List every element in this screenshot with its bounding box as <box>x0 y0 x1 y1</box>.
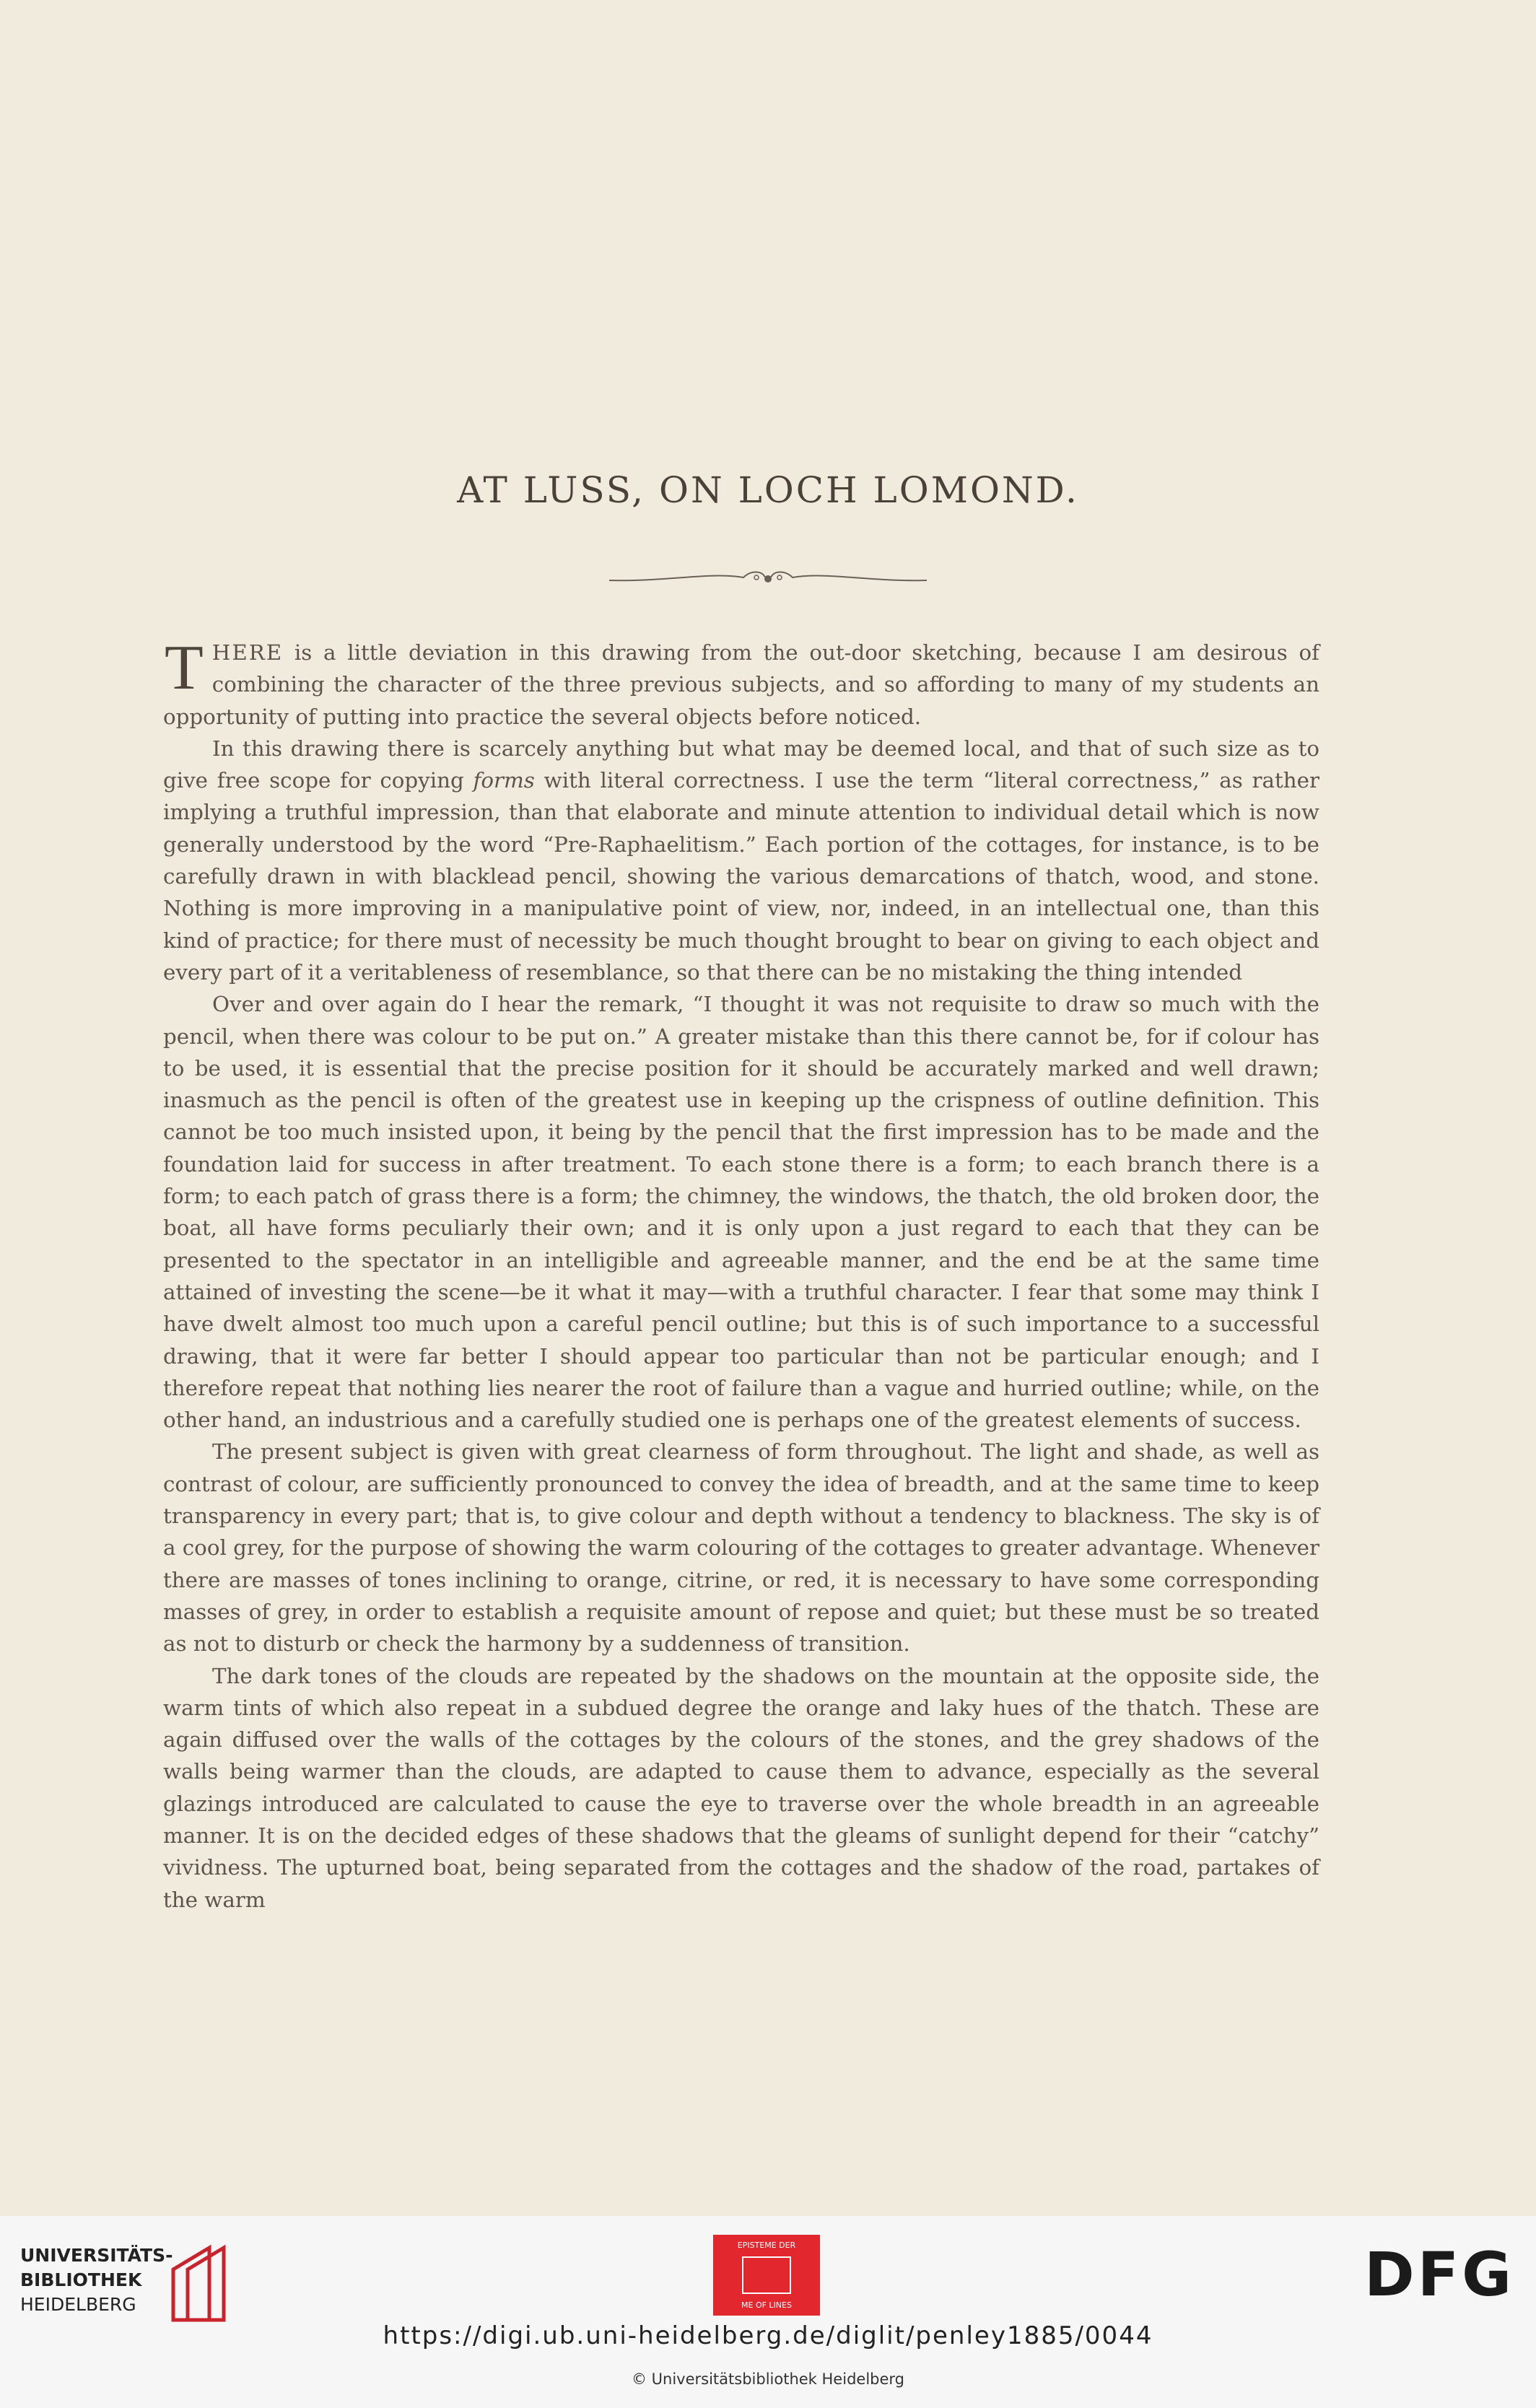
library-logo[interactable] <box>20 2241 222 2327</box>
page-title: AT LUSS, ON LOCH LOMOND. <box>457 469 1079 511</box>
copyright-notice: © Universitätsbibliothek Heidelberg <box>631 2370 904 2388</box>
episteme-logo-top: EPISTEME DER <box>737 2241 796 2250</box>
dfg-logo[interactable]: DFG <box>1364 2239 1515 2310</box>
episteme-emblem-icon <box>742 2256 791 2294</box>
library-name <box>20 2243 173 2317</box>
permalink-url[interactable]: https://digi.ub.uni-heidelberg.de/diglit/penley1885/0044 <box>383 2321 1153 2350</box>
paragraph-2-text-b: with literal correctness. I use the term “literal correctness,” as rather implying a truthful impression, than that elaborate and minute attention to individual detail which is now generally understood by the word “Pre-Raphaelitism.” Each portion of the cottages, for instance, is to be carefully drawn in with blacklead pencil, showing the various demarcations of thatch, wood, and stone. Nothing is more improving in a manipulative point of view, nor, indeed, in an intellectual one, than this kind of practice; for there must of necessity be much thought brought to bear on giving to each object and every part of it a veritableness of resemblance, so that there can be no mistaking the thing intended <box>163 768 1319 985</box>
paragraph-1 <box>163 633 1319 733</box>
first-word: HERE <box>211 640 284 665</box>
italic-forms: forms <box>473 768 535 793</box>
library-line-3: HEIDELBERG <box>20 2294 136 2315</box>
library-mark-icon <box>166 2241 231 2327</box>
viewer-footer <box>0 2216 1536 2408</box>
paragraph-4: The present subject is given with great clearness of form throughout. The light and shade, as well as contrast of colour, are sufficiently pronounced to convey the idea of breadth, and at the same time to keep transparency in every part; that is, to give colour and depth without a tendency to blackness. The sky is of a cool grey, for the purpose of showing the warm colouring of the cottages to greater advantage. Whenever there are masses of tones inclining to orange, citrine, or red, it is necessary to have some corresponding masses of grey, in order to establish a requisite amount of repose and quiet; but these must be so treated as not to disturb or check the harmony by a suddenness of transition. <box>163 1439 1319 1657</box>
drop-cap: T <box>165 633 204 703</box>
article-body <box>163 633 1319 1916</box>
library-line-1: UNIVERSITÄTS- <box>20 2245 173 2266</box>
paragraph-2 <box>163 733 1319 988</box>
episteme-logo[interactable] <box>713 2235 820 2316</box>
title-ornament <box>602 562 934 596</box>
paragraph-2-text-a: In this drawing there is scarcely anything but what may be deemed local, and that of such size as to give free scope for copying <box>163 736 1319 793</box>
paragraph-5: The dark tones of the clouds are repeated by the shadows on the mountain at the opposite side, the warm tints of which also repeat in a subdued degree the orange and laky hues of the thatch. These are again diffused over the walls of the cottages by the colours of the stones, and the grey shadows of the walls being warmer than the clouds, are adapted to cause them to advance, especially as the several glazings introduced are calculated to cause the eye to traverse over the whole breadth in an agreeable manner. It is on the decided edges of these shadows that the gleams of sunlight depend for their “catchy” vividness. The upturned boat, being separated from the cottages and the shadow of the road, partakes of the warm <box>163 1663 1319 1912</box>
paragraph-1-text: is a little deviation in this drawing from the out-door sketching, because I am desirous of combining the character of the three previous subjects, and so affording to many of my students an opportunity of putting into practice the several objects before noticed. <box>163 640 1319 729</box>
episteme-logo-bottom: ME OF LINES <box>741 2300 792 2310</box>
library-line-2: BIBLIOTHEK <box>20 2269 142 2290</box>
paragraph-3: Over and over again do I hear the remark, “I thought it was not requisite to draw so much with the pencil, when there was colour to be put on.” A greater mistake than this there cannot be, for if colour has to be used, it is essential that the precise position for it should be accurately marked and well drawn; inasmuch as the pencil is often of the greatest use in keeping up the crispness of outline definition. This cannot be too much insisted upon, it being by the pencil that the first impression has to be made and the foundation laid for success in after treatment. To each stone there is a form; to each branch there is a form; to each patch of grass there is a form; the chimney, the windows, the thatch, the old broken door, the boat, all have forms peculiarly their own; and it is only upon a just regard to each that they can be presented to the spectator in an intelligible and agreeable manner, and the end be at the same time attained of investing the scene—be it what it may—with a truthful character. I fear that some may think I have dwelt almost too much upon a careful pencil outline; but this is of such importance to a successful drawing, that it were far better I should appear too particular than not be particular enough; and I therefore repeat that nothing lies nearer the root of failure than a vague and hurried outline; while, on the other hand, an industrious and a carefully studied one is perhaps one of the greatest elements of success. <box>163 992 1319 1433</box>
